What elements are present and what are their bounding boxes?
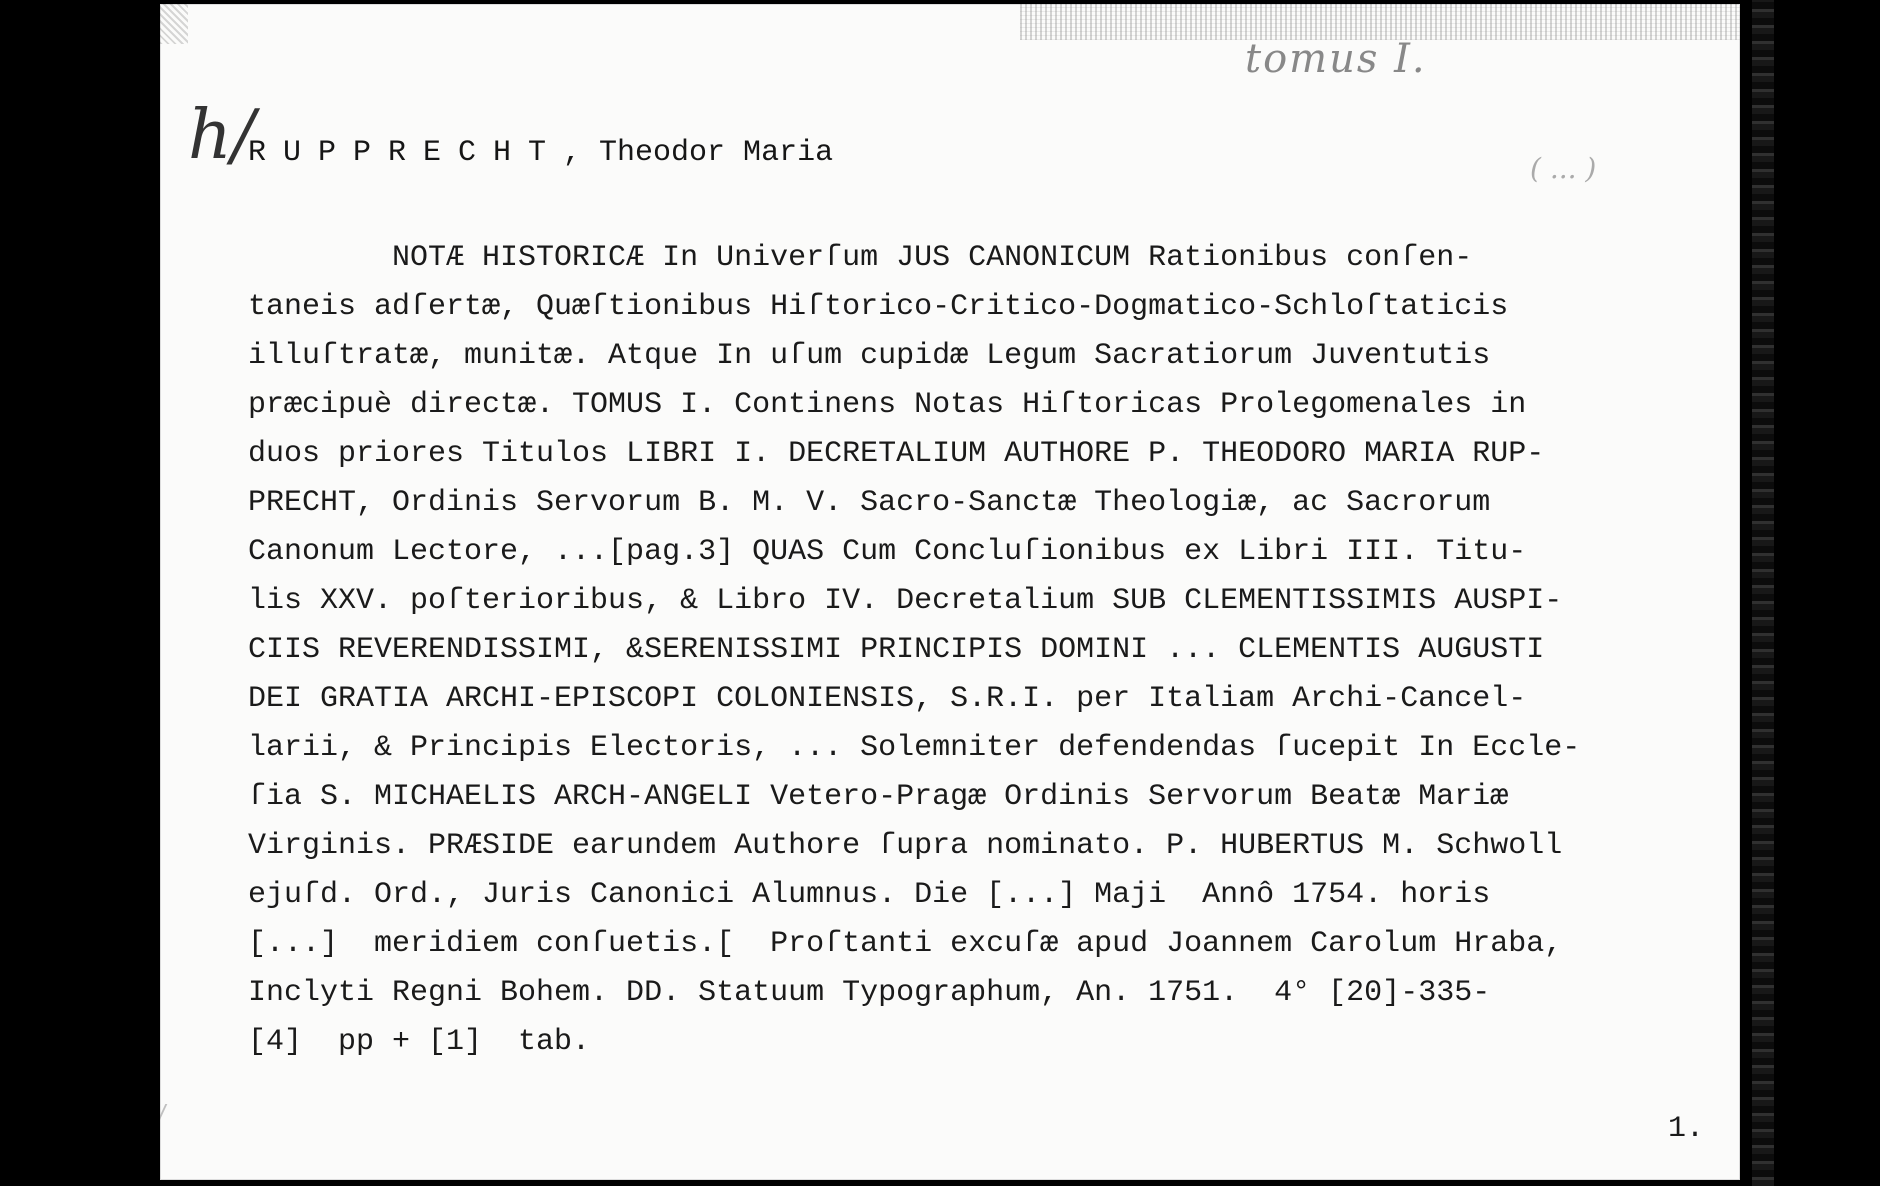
text-line: larii, & Principis Electoris, ... Solemniter defendendas ſucepit In Eccle- <box>248 731 1581 765</box>
handwritten-note-top: tomus I. <box>1245 36 1427 82</box>
scan-mark-left <box>160 1104 187 1144</box>
text-line: DEI GRATIA ARCHI-EPISCOPI COLONIENSIS, S.R.I. per Italiam Archi-Cancel- <box>248 682 1527 716</box>
text-line: duos priores Titulos LIBRI I. DECRETALIUM AUTHORE P. THEODORO MARIA RUP- <box>248 437 1545 471</box>
text-line: CIIS REVERENDISSIMI, &SERENISSIMI PRINCIPIS DOMINI ... CLEMENTIS AUGUSTI <box>248 633 1545 667</box>
text-line: [4] pp + [1] tab. <box>248 1025 591 1059</box>
text-line: PRECHT, Ordinis Servorum B. M. V. Sacro-Sanctæ Theologiæ, ac Sacrorum <box>248 486 1491 520</box>
author-surname: RUPPRECHT <box>248 136 564 170</box>
scan-noise-top <box>1020 4 1740 40</box>
text-line: [...] meridiem conſuetis.[ Proſtanti excuſæ apud Joannem Carolum Hraba, <box>248 927 1563 961</box>
scan-noise-left <box>160 4 188 44</box>
text-line: ſia S. MICHAELIS ARCH-ANGELI Vetero-Pragæ Ordinis Servorum Beatæ Mariæ <box>248 780 1509 814</box>
text-line: lis XXV. poſterioribus, & Libro IV. Decretalium SUB CLEMENTISSIMIS AUSPI- <box>248 584 1563 618</box>
text-line: NOTÆ HISTORICÆ In Univerſum JUS CANONICUM Rationibus conſen- <box>248 241 1473 275</box>
author-given-names: , Theodor Maria <box>563 136 834 170</box>
text-line: Virginis. PRÆSIDE earundem Authore ſupra nominato. P. HUBERTUS M. Schwoll <box>248 829 1563 863</box>
text-line: Canonum Lectore, ...[pag.3] QUAS Cum Concluſionibus ex Libri III. Titu- <box>248 535 1527 569</box>
page-number: 1. <box>1668 1112 1705 1146</box>
author-heading <box>248 136 833 170</box>
handwritten-mark-h: h/ <box>188 96 255 175</box>
text-line: taneis adſertæ, Quæſtionibus Hiſtorico-Critico-Dogmatico-Schloſtaticis <box>248 290 1509 324</box>
text-line: præcipuè directæ. TOMUS I. Continens Notas Hiſtoricas Prolegomenales in <box>248 388 1527 422</box>
text-line: ejuſd. Ord., Juris Canonici Alumnus. Die [...] Maji Annô 1754. horis <box>248 878 1491 912</box>
scan-edge-strip <box>1752 0 1774 1186</box>
catalog-card <box>160 4 1740 1180</box>
handwritten-note-right: ( ... ) <box>1530 152 1597 185</box>
title-description <box>248 234 1708 1067</box>
text-line: illuſtratæ, munitæ. Atque In uſum cupidæ Legum Sacratiorum Juventutis <box>248 339 1491 373</box>
text-line: Inclyti Regni Bohem. DD. Statuum Typographum, An. 1751. 4° [20]-335- <box>248 976 1491 1010</box>
